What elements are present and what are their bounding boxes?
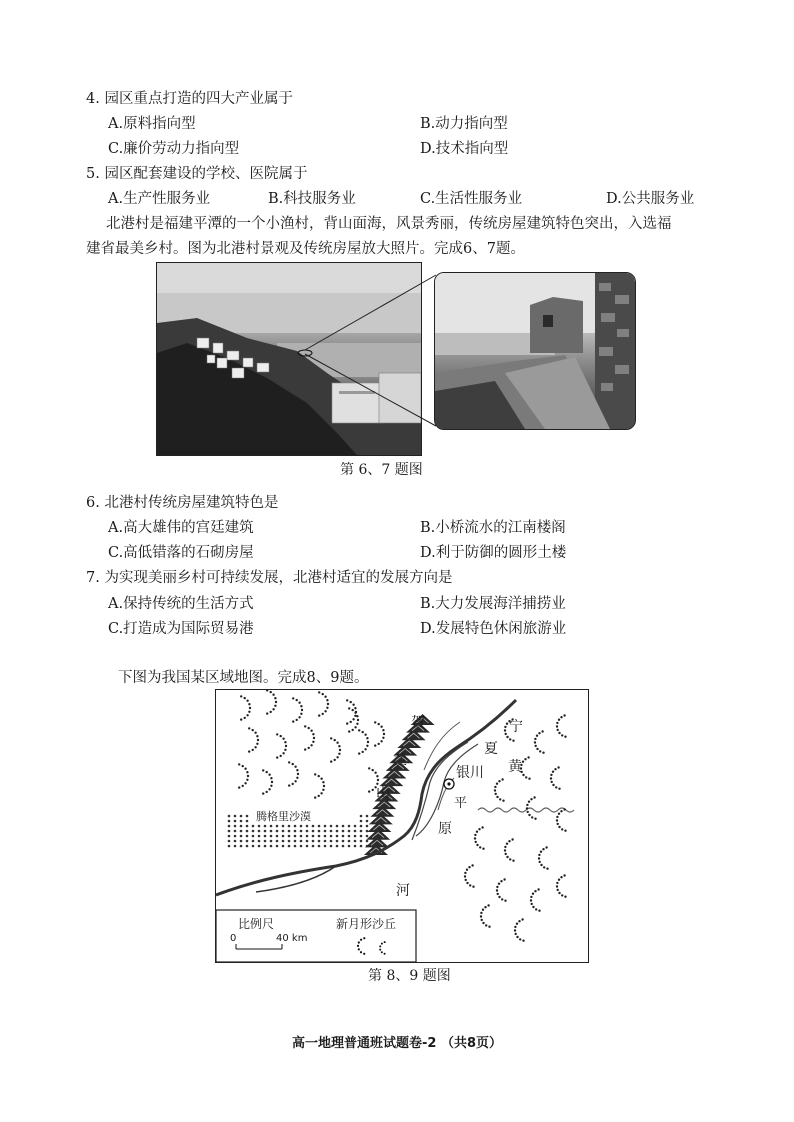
map-label-lan: 兰 (393, 753, 407, 769)
passage-1-line-1: 北港村是福建平潭的一个小渔村，背山面海，风景秀丽，传统房屋建筑特色突出，入选福 (106, 216, 672, 232)
legend-scale-title: 比例尺 (238, 917, 275, 931)
map-label-yuan: 原 (438, 821, 452, 837)
map-label-yinchuan: 银川 (456, 765, 484, 781)
village-landscape-drawing (157, 263, 421, 455)
q5-option-b: B.科技服务业 (268, 191, 356, 207)
passage-1-line-2: 建省最美乡村。图为北港村景观及传统房屋放大照片。完成6、7题。 (86, 241, 525, 257)
q6-option-b: B.小桥流水的江南楼阁 (420, 520, 566, 536)
q6-option-a: A.高大雄伟的宫廷建筑 (108, 520, 254, 536)
traditional-house-photo (434, 272, 636, 430)
map-label-ning: 宁 (509, 719, 523, 735)
legend-dune-title: 新月形沙丘 (336, 917, 397, 931)
q4-option-b: B.动力指向型 (420, 116, 508, 132)
map-label-xia: 夏 (484, 741, 498, 757)
yellow-river (216, 700, 516, 895)
map-label-he: 贺 (411, 715, 425, 731)
figure-6-7-caption: 第 6、7 题图 (340, 462, 423, 478)
village-landscape-photo (156, 262, 422, 456)
traditional-house-drawing (435, 273, 635, 429)
region-map (215, 689, 589, 963)
q4-stem: 4. 园区重点打造的四大产业属于 (86, 91, 293, 107)
map-label-desert: 腾格里沙漠 (256, 810, 311, 823)
legend-scale-zero: 0 (230, 933, 237, 944)
map-label-shan: 山 (376, 785, 390, 801)
passage-2: 下图为我国某区域地图。完成8、9题。 (118, 670, 369, 686)
q6-option-d: D.利于防御的圆形土楼 (420, 545, 567, 561)
figure-8-9-caption: 第 8、9 题图 (368, 968, 451, 984)
q7-stem: 7. 为实现美丽乡村可持续发展，北港村适宜的发展方向是 (86, 570, 453, 586)
q4-option-c: C.廉价劳动力指向型 (108, 141, 240, 157)
q7-option-b: B.大力发展海洋捕捞业 (420, 596, 566, 612)
q5-option-a: A.生产性服务业 (108, 191, 211, 207)
q5-stem: 5. 园区配套建设的学校、医院属于 (86, 166, 308, 182)
map-label-ping: 平 (454, 796, 468, 811)
map-label-huang: 黄 (508, 759, 522, 775)
q5-option-c: C.生活性服务业 (420, 191, 523, 207)
page-footer: 高一地理普通班试题卷-2 （共8页） (291, 1036, 502, 1051)
q7-option-c: C.打造成为国际贸易港 (108, 621, 254, 637)
q6-option-c: C.高低错落的石砌房屋 (108, 545, 254, 561)
q7-option-d: D.发展特色休闲旅游业 (420, 621, 567, 637)
crescent-dunes-west (238, 690, 385, 799)
q4-option-d: D.技术指向型 (420, 141, 509, 157)
q4-option-a: A.原料指向型 (108, 116, 196, 132)
map-label-river: 河 (396, 883, 410, 899)
legend-scale-value: 40 km (276, 933, 308, 944)
q6-stem: 6. 北港村传统房屋建筑特色是 (86, 495, 279, 511)
q7-option-a: A.保持传统的生活方式 (108, 596, 254, 612)
q5-option-d: D.公共服务业 (606, 191, 695, 207)
